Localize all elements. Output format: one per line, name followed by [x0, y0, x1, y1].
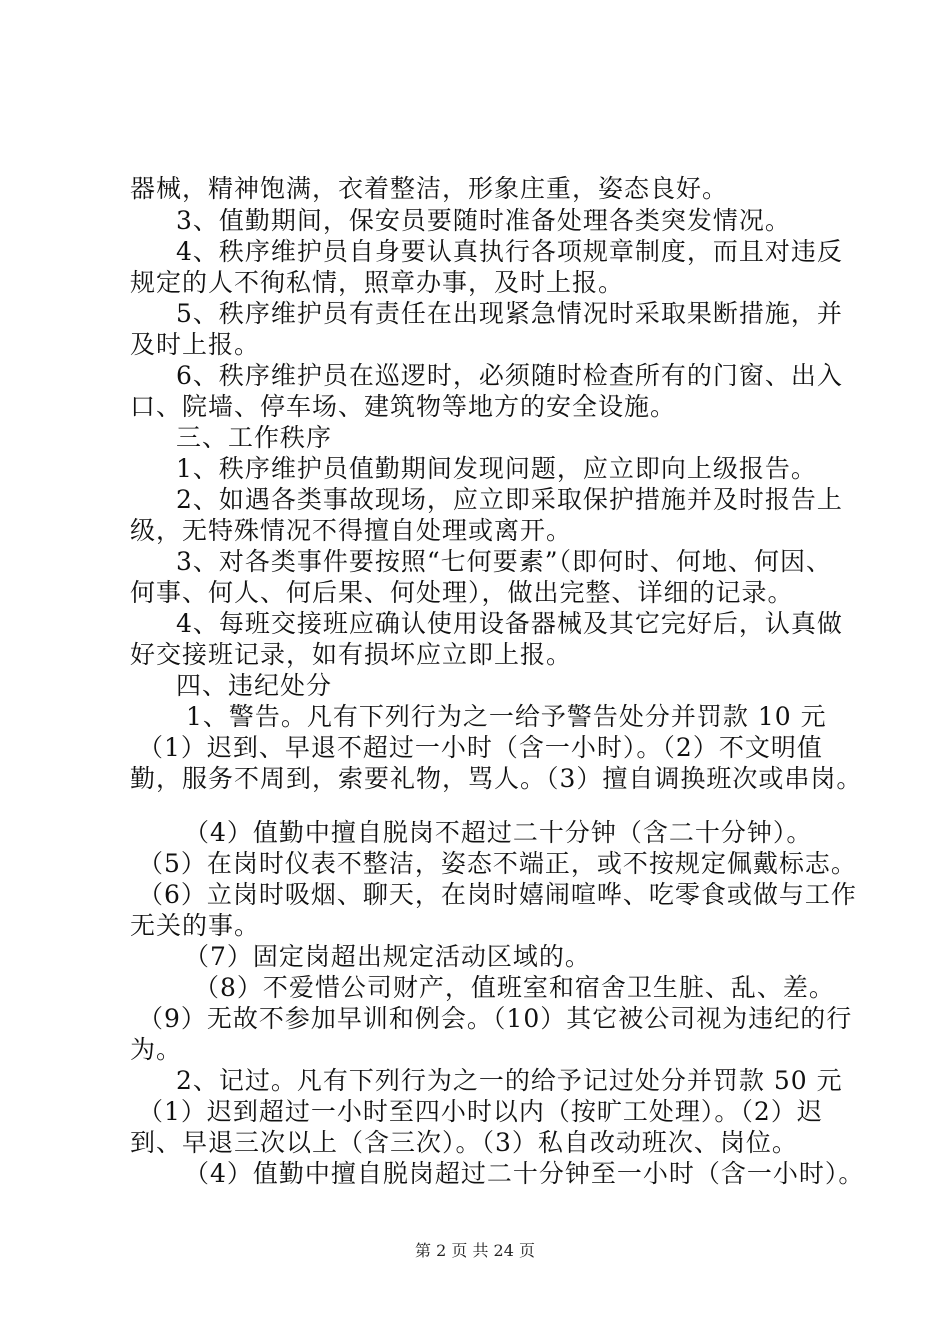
text-line-26: （8）不爱惜公司财产，值班室和宿舍卫生脏、乱、差。	[194, 973, 835, 1002]
text-line-4: 规定的人不徇私情，照章办事，及时上报。	[130, 268, 625, 297]
text-line-16: 好交接班记录，如有损坏应立即上报。	[130, 640, 573, 669]
text-line-8: 口、院墙、停车场、建筑物等地方的安全设施。	[130, 392, 677, 421]
text-line-14: 何事、何人、何后果、何处理），做出完整、详细的记录。	[130, 578, 794, 607]
section-heading-4: 四、违纪处分	[176, 671, 333, 700]
text-line-6: 及时上报。	[130, 330, 261, 359]
text-line-20: 勤，服务不周到，索要礼物，骂人。（3）擅自调换班次或串岗。	[130, 764, 863, 793]
text-line-25: （7）固定岗超出规定活动区域的。	[184, 942, 591, 971]
section-heading-3: 三、工作秩序	[176, 423, 333, 452]
text-line-18: 1、警告。凡有下列行为之一给予警告处分并罚款 10 元	[186, 702, 827, 731]
text-line-29: 2、记过。凡有下列行为之一的给予记过处分并罚款 50 元	[176, 1066, 843, 1095]
text-line-30: （1）迟到超过一小时至四小时以内（按旷工处理）。（2）迟	[138, 1097, 823, 1126]
text-line-3: 4、秩序维护员自身要认真执行各项规章制度，而且对违反	[176, 237, 843, 266]
text-line-15: 4、每班交接班应确认使用设备器械及其它完好后，认真做	[176, 609, 843, 638]
text-line-22: （5）在岗时仪表不整洁，姿态不端正，或不按规定佩戴标志。	[138, 849, 857, 878]
text-line-31: 到、早退三次以上（含三次）。（3）私自改动班次、岗位。	[130, 1128, 798, 1157]
text-line-11: 2、如遇各类事故现场，应立即采取保护措施并及时报告上	[176, 485, 843, 514]
text-line-10: 1、秩序维护员值勤期间发现问题，应立即向上级报告。	[176, 454, 817, 483]
text-line-32: （4）值勤中擅自脱岗超过二十分钟至一小时（含一小时）。	[184, 1159, 865, 1188]
text-line-7: 6、秩序维护员在巡逻时，必须随时检查所有的门窗、出入	[176, 361, 843, 390]
text-line-2: 3、值勤期间，保安员要随时准备处理各类突发情况。	[176, 206, 791, 235]
text-line-27: （9）无故不参加早训和例会。（10）其它被公司视为违纪的行	[138, 1004, 853, 1033]
text-line-5: 5、秩序维护员有责任在出现紧急情况时采取果断措施，并	[176, 299, 843, 328]
text-line-28: 为。	[130, 1035, 183, 1064]
text-line-13: 3、对各类事件要按照“七何要素”（即何时、何地、何因、	[176, 547, 832, 576]
page-number-footer: 第 2 页 共 24 页	[415, 1241, 535, 1260]
text-line-19: （1）迟到、早退不超过一小时（含一小时）。（2）不文明值	[138, 733, 823, 762]
text-line-23: （6）立岗时吸烟、聊天，在岗时嬉闹喧哗、吃零食或做与工作	[138, 880, 857, 909]
text-line-21: （4）值勤中擅自脱岗不超过二十分钟（含二十分钟）。	[184, 818, 813, 847]
text-line-24: 无关的事。	[130, 911, 261, 940]
text-line-12: 级，无特殊情况不得擅自处理或离开。	[130, 516, 573, 545]
text-line-1: 器械，精神饱满，衣着整洁，形象庄重，姿态良好。	[130, 174, 729, 203]
